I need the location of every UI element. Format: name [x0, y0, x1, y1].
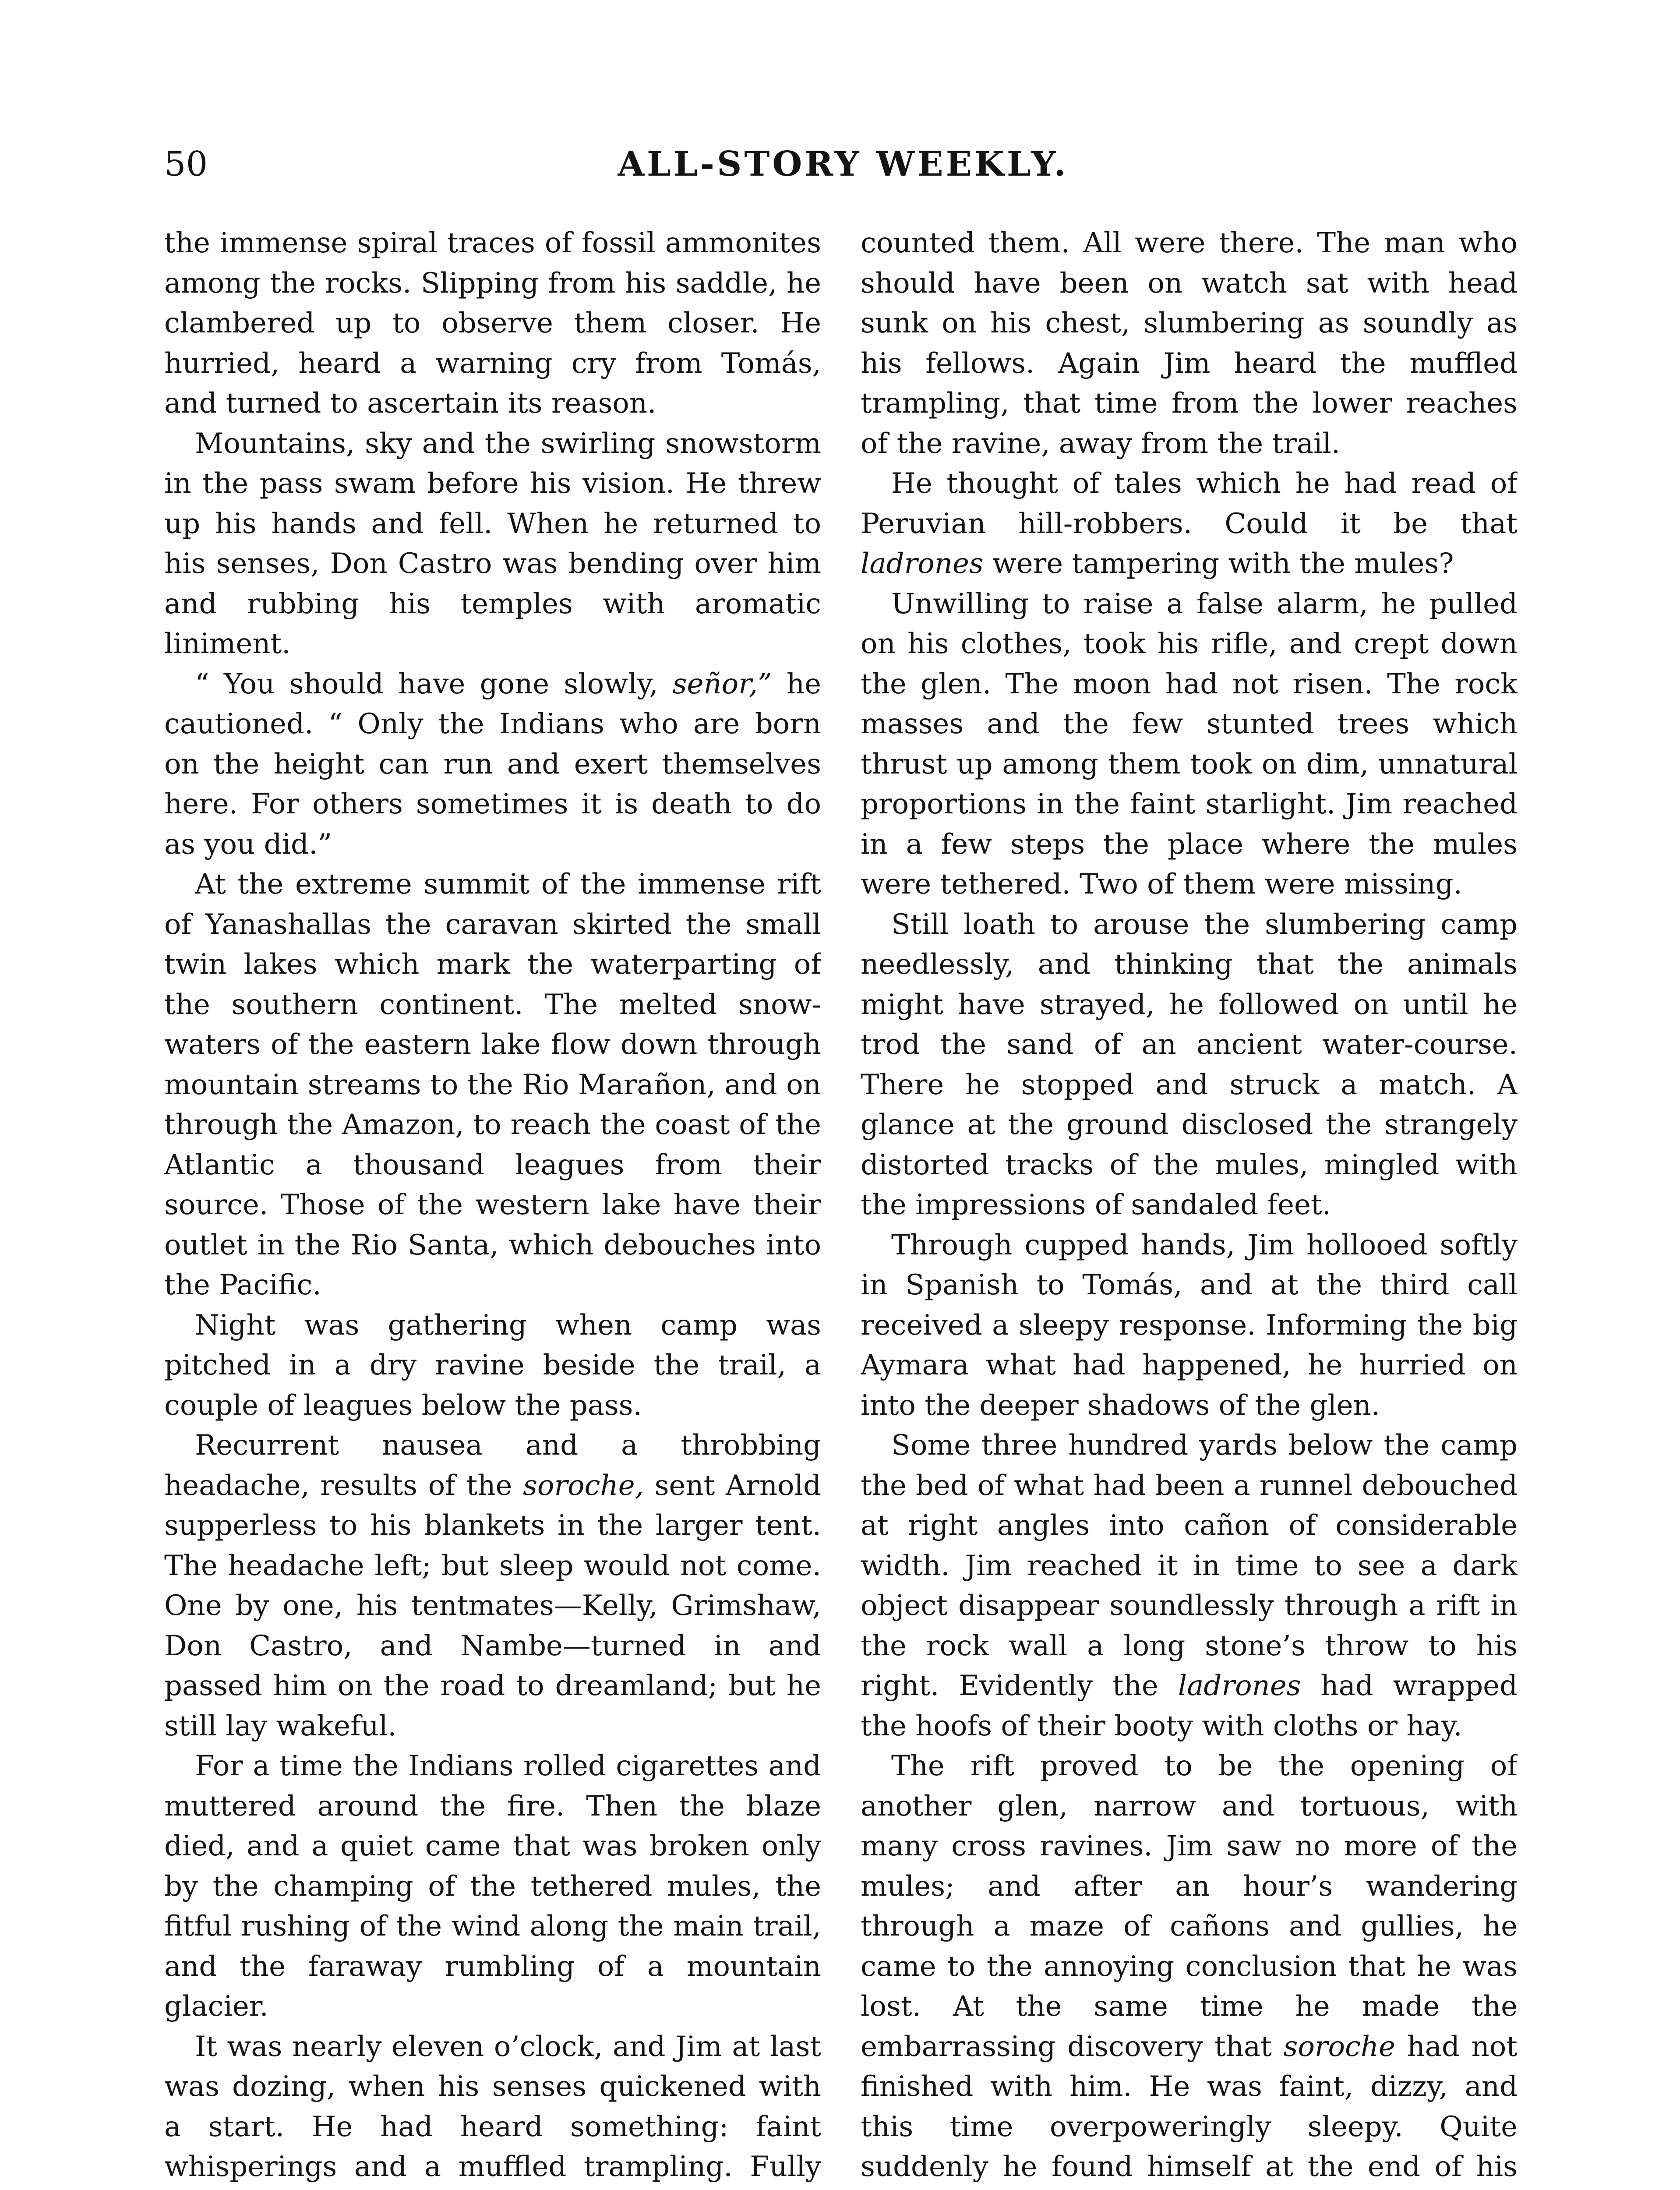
text-run: sent Arnold supperless to his blankets in the larger tent. The headache left; but sleep would not come. One by one, his tentmates—Kelly, Grimshaw, Don Castro, and Nambe—turned in and passed him on the road to dreamland; but he still lay wakeful.: [164, 1469, 821, 1742]
text-run: counted them. All were there. The man who should have been on watch sat with head sunk on his chest, slumbering as soundly as his fellows. Again Jim heard the muffled trampling, that time from the lower reaches of the ravine, away from the trail.: [861, 227, 1518, 460]
italic-text-run: ladrones: [861, 548, 984, 580]
paragraph: [164, 1746, 821, 2027]
text-run: Night was gathering when camp was pitched in a dry ravine beside the trail, a couple of leagues below the pass.: [164, 1309, 821, 1422]
page-header: [164, 140, 1522, 197]
text-run: He thought of tales which he had read of Peruvian hill-robbers. Could it be that: [861, 467, 1518, 540]
text-run: Still loath to arouse the slumbering camp needlessly, and thinking that the animals might have strayed, he followed on until he trod the sand of an ancient water-course. There he stopped and struck a match. A glance at the ground disclosed the strangely distorted tracks of the mules, mingled with the impressions of sandaled feet.: [861, 908, 1518, 1221]
text-run: the immense spiral traces of fossil ammonites among the rocks. Slipping from his saddle, he clambered up to observe them closer. He hurried, heard a warning cry from Tomás, and turned to ascertain its reason.: [164, 227, 821, 420]
text-run: had wrapped the hoofs of their booty with cloths or hay.: [861, 1670, 1518, 1742]
paragraph: [164, 223, 821, 424]
text-run: The rift proved to be the opening of another glen, narrow and tortuous, with many cross ravines. Jim saw no more of the mules; and after an hour’s wandering through a maze of cañons and gullies, he came to the annoying conclusion that he was lost. At the same time he made the embarrassing discovery that: [861, 1750, 1518, 2063]
italic-text-run: soroche: [1283, 2030, 1395, 2063]
text-run: At the extreme summit of the immense rift of Yanashallas the caravan skirted the small twin lakes which mark the waterparting of the southern continent. The melted snow-waters of the eastern lake flow down through mountain streams to the Rio Marañon, and on through the Amazon, to reach the coast of the Atlantic a thousand leagues from their source. Those of the western lake have their outlet in the Rio Santa, which debouches into the Pacific.: [164, 868, 821, 1301]
text-run: Unwilling to raise a false alarm, he pulled on his clothes, took his rifle, and crept down the glen. The moon had not risen. The rock masses and the few stunted trees which thrust up among them took on dim, unnatural proportions in the faint starlight. Jim reached in a few steps the place where the mules were tethered. Two of them were missing.: [861, 587, 1518, 901]
paragraph: [164, 1426, 821, 1746]
paragraph: [861, 1746, 1518, 2190]
paragraph: [861, 223, 1518, 464]
page-number: 50: [164, 145, 208, 184]
paragraph: [861, 905, 1518, 1226]
text-run: Some three hundred yards below the camp the bed of what had been a runnel debouched at right angles into cañon of considerable width. Jim reached it in time to see a dark object disappear soundlessly through a rift in the rock wall a long stone’s throw to his right. Evidently the: [861, 1429, 1518, 1702]
text-run: he cautioned. “ Only the Indians who are born on the height can run and exert themselves here. For others sometimes it is death to do as you did.”: [164, 668, 821, 861]
running-title: ALL-STORY WEEKLY.: [618, 144, 1069, 184]
paragraph: [164, 424, 821, 664]
left-text-column: [164, 223, 821, 2190]
text-run: It was nearly eleven o’clock, and Jim at last was dozing, when his senses quickened with a start. He had heard something: faint whisperings and a muffled trampling. Fully: [164, 2030, 821, 2183]
paragraph: [861, 1426, 1518, 1746]
text-run: “ You should have gone slowly,: [195, 668, 673, 700]
paragraph: [164, 664, 821, 865]
text-run: had not finished with him. He was faint, dizzy, and this time overpoweringly sleepy. Quite suddenly he found himself at the end of his: [861, 2030, 1518, 2183]
text-run: were tampering with the mules?: [983, 548, 1454, 580]
right-text-column: [861, 223, 1518, 2190]
text-run: Through cupped hands, Jim hollooed softly in Spanish to Tomás, and at the third call received a sleepy response. Informing the big Aymara what had happened, he hurried on into the deeper shadows of the glen.: [861, 1229, 1518, 1422]
paragraph: [164, 2027, 821, 2190]
paragraph: [861, 464, 1518, 584]
text-run: Recurrent nausea and a throbbing headache, results of the: [164, 1429, 821, 1502]
italic-text-run: ladrones: [1178, 1670, 1301, 1702]
paragraph: [164, 1306, 821, 1426]
paragraph: [861, 584, 1518, 905]
text-run: Mountains, sky and the swirling snowstorm in the pass swam before his vision. He threw up his hands and fell. When he returned to his senses, Don Castro was bending over him and rubbing his temples with aromatic liniment.: [164, 427, 821, 660]
text-run: For a time the Indians rolled cigarettes and muttered around the fire. Then the blaze died, and a quiet came that was broken only by the champing of the tethered mules, the fitful rushing of the wind along the main trail, and the faraway rumbling of a mountain glacier.: [164, 1750, 821, 2023]
paragraph: [164, 865, 821, 1306]
italic-text-run: soroche,: [523, 1469, 644, 1502]
italic-text-run: señor,”: [672, 668, 772, 700]
paragraph: [861, 1226, 1518, 1426]
